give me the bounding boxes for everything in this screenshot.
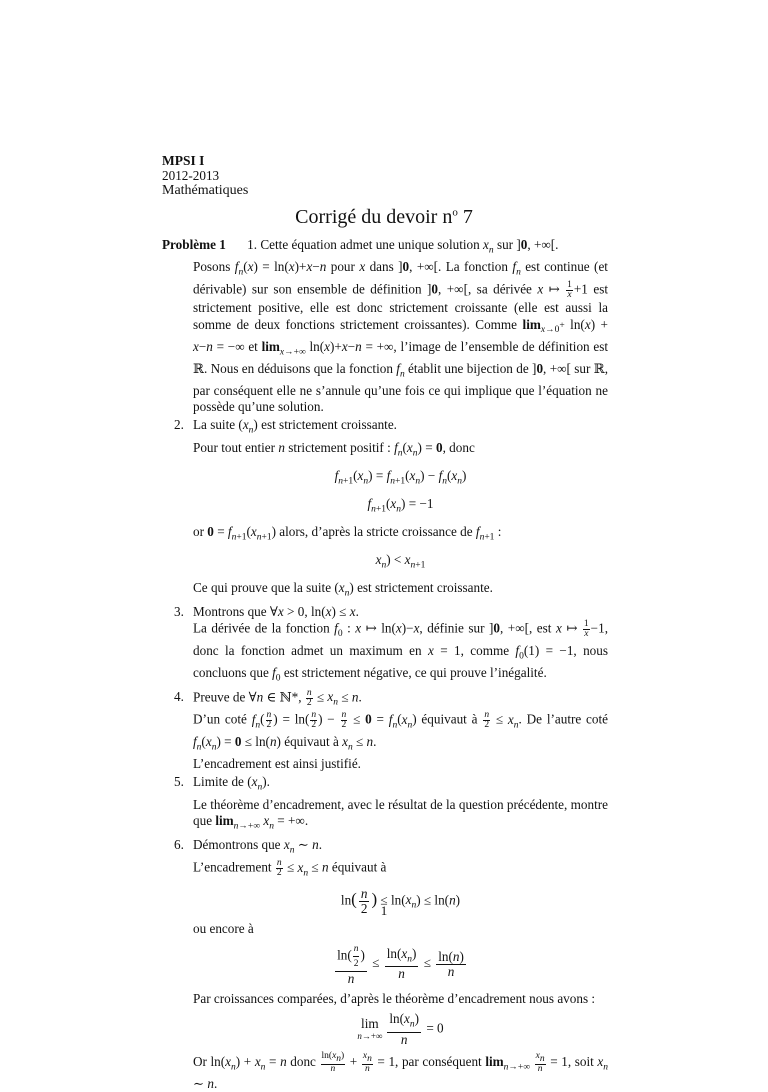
problem-label: Problème 1 xyxy=(162,237,226,252)
q2-equation-3: $x_n) < x_{n+1}$ xyxy=(375,551,426,571)
q6-line-1: L’encadrement $\frac{n}{2}$ ≤ $x_n \le n$ équivaut à xyxy=(193,858,387,879)
q6-equation-1: ln( $\frac{n}{2}$ ) ≤ $\ln(x_n) \le \ln(n)$ xyxy=(340,885,461,916)
q4-statement: Preuve de ∀n ∈ ℕ*, $\frac{n}{2}$ ≤ $x_n \le n$. xyxy=(193,687,362,709)
q4-conclusion: L’encadrement est ainsi justifié. xyxy=(193,756,361,772)
q1-body: Posons $f_n(x) = \ln(x)+x-n$ pour x dans ]0, +∞[. La fonction $f_n$ est continue (et dérivable) sur son ensemble de définition ]0, +∞[, sa dérivée x ↦ $\frac{1}{x}$ +1 est strictement positive, elle est donc strictement croissante (elle est aussi la somme de deux fonctions strictement croissantes). Comme $\lim_{x\to 0^+} \ln(x) + x-n$ = −∞ et $\lim_{x\to+\infty} \ln(x)+x-n$ = +∞, l’image de l’ensemble de définition est ℝ. Nous en déduisons que la fonction $f_n$ établit une bijection de ]0, +∞[ sur ℝ, par conséquent elle ne s’annule qu’une fois ce qui implique que l’équation ne possède qu’une solution. xyxy=(193,259,609,415)
question-2 xyxy=(162,417,608,601)
school-name: MPSI I xyxy=(162,153,205,168)
q2-number: 2. xyxy=(174,417,184,433)
q1-number: 1. xyxy=(247,237,258,252)
school-year: 2012-2013 xyxy=(162,168,220,183)
q6-line-3: Par croissances comparées, d’après le théorème d’encadrement nous avons : xyxy=(193,991,596,1006)
question-3 xyxy=(162,604,608,687)
q3-number: 3. xyxy=(174,603,184,619)
q5-number: 5. xyxy=(174,774,184,790)
q2-line-2: or $0 = f_{n+1}(x_{n+1})$ alors, d’après la stricte croissance de $f_{n+1}$ : xyxy=(193,523,502,543)
q2-conclusion: Ce qui prouve que la suite $(x_n)$ est strictement croissante. xyxy=(193,579,493,599)
q4-number: 4. xyxy=(174,688,184,704)
document-body xyxy=(162,237,608,1092)
question-5 xyxy=(162,774,608,835)
question-4 xyxy=(162,689,608,773)
q6-line-2: ou encore à xyxy=(193,920,254,936)
q5-statement: Limite de $(x_n)$. xyxy=(193,774,270,794)
q6-equation-2: ln( $\frac{n}{2}$ ) n ≤ $\frac{\ln(x_n)}{n}$ ≤ $\frac{\ln(n)}{n}$ xyxy=(337,944,464,986)
q6-conclusion: Or $\ln(x_n) + x_n = n$ donc $\frac{\ln(x_n)}{n}$ + $\frac{x_n}{n}$ = 1, par conséquent $\lim_{n\to+\infty}$ $\frac{x_n}{n}$ = 1, soit $x_n$ ∼ n. xyxy=(193,1051,608,1092)
q6-statement: Démontrons que $x_n$ ∼ n. xyxy=(193,836,322,856)
q6-number: 6. xyxy=(174,836,184,852)
q2-equation-1: $f_{n+1}(x_n) = f_{n+1}(x_n) - f_n(x_n)$ xyxy=(334,467,467,487)
q5-body: Le théorème d’encadrement, avec le résultat de la question précédente, montre que $\lim_{n\to+\infty} x_n$ = +∞. xyxy=(193,796,608,832)
q2-equation-2: $f_{n+1}(x_n) = -1$ xyxy=(367,495,434,515)
page-number: 1 xyxy=(380,903,388,918)
document-header xyxy=(162,153,248,198)
q3-body: La dérivée de la fonction $f_0$ : x ↦ ln(x)−x, définie sur ]0, +∞[, est x ↦ $\frac{1}{x}$ −1, donc la fonction admet un maximum en x = 1, comme $f_0(1) = -1$, nous concluons que $f_0$ est strictement négative, ce qui prouve l’inégalité. xyxy=(193,619,608,684)
question-6 xyxy=(162,837,608,1092)
q2-statement: La suite $(x_n)$ est strictement croissante. xyxy=(193,417,397,437)
subject-name: Mathématiques xyxy=(162,183,249,198)
q4-body: D’un coté $f_n$( $\frac{n}{2}$ ) = ln( $\frac{n}{2}$ ) − $\frac{n}{2}$ ≤ $0 = f_n(x_n)$ équivaut à $\frac{n}{2}$ ≤ $x_n$. De l’autre coté $f_n(x_n) = 0 \le \ln(n)$ équivaut à $x_n \le n$. xyxy=(193,710,608,753)
question-1: Problème 1 1. Cette équation admet une unique solution $x_n$ sur ]0, +∞[. Posons $f_n(x) = \ln(x)+x-n$ pour x dans ]0, +∞[. La fonction $f_n$ est continue (et dérivable) sur son ensemble de définition ]0, +∞[, sa dérivée x ↦ $\frac{1}{x}$ +1 est strictement positive, elle est donc strictement croissante (elle est aussi la somme de deux fonctions strictement croissantes). Comme $\lim_{x\to 0^+} \ln(x) + x-n$ = −∞ et $\lim_{x\to+\infty} \ln(x)+x-n$ = +∞, l’image de l’ensemble de définition est ℝ. Nous en déduisons que la fonction $f_n$ établit une bijection de ]0, +∞[ sur ℝ, par conséquent elle ne s’annule qu’une fois ce qui implique que l’équation ne possède qu’une solution. xyxy=(162,237,609,415)
page-title: Corrigé du devoir $n^o$ 7 xyxy=(295,206,473,228)
q3-statement: Montrons que ∀x > 0, ln(x) ≤ x. xyxy=(193,603,359,619)
q6-equation-3: lim n→+∞ $\frac{\ln(x_n)}{n}$ = 0 xyxy=(357,1011,444,1048)
q2-line: Pour tout entier n strictement positif : $f_n(x_n) = 0$, donc xyxy=(193,439,475,459)
